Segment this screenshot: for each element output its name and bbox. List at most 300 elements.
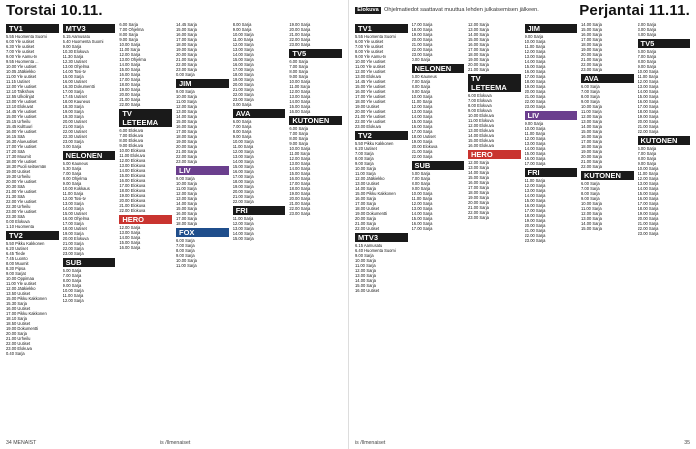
program-listing: 19.00 Sarja bbox=[62, 231, 84, 236]
program-listing: 22.00 Sarja bbox=[581, 164, 602, 169]
channel-header: SUB bbox=[63, 258, 116, 267]
program-listing: 20.00 Sarja bbox=[176, 144, 197, 149]
channel-header: MTV3 bbox=[63, 24, 116, 33]
program-listing: 11.00 Sarja bbox=[411, 99, 433, 104]
program-listing: 10.00 Sarja bbox=[355, 166, 376, 171]
program-listing: 19.00 Sarja bbox=[581, 149, 602, 154]
program-listing: 20.00 Elokuva bbox=[411, 144, 438, 149]
program-listing: 9.00 Sarja bbox=[524, 121, 544, 126]
program-listing: 13.00 Uutiset bbox=[355, 181, 380, 186]
program-listing: 21.00 Sarja bbox=[289, 32, 311, 37]
program-listing: 12.55 Ulkolinjat bbox=[6, 94, 34, 99]
program-listing: 22.00 Sarja bbox=[176, 154, 197, 159]
program-listing: 21.00 Sarja bbox=[232, 87, 254, 92]
program-listing: 6.40 Huomenta Suomi bbox=[355, 248, 396, 253]
program-listing: 10.00 Sarja bbox=[176, 181, 197, 186]
program-listing: 15.00 Sarja bbox=[289, 104, 311, 109]
program-listing: 13.00 Yle uutiset bbox=[6, 99, 37, 104]
program-listing: 15.00 Elokuva bbox=[119, 173, 146, 178]
program-listing: 14.00 Elokuva bbox=[468, 133, 494, 138]
program-listing: 10.00 Yle uutiset bbox=[6, 64, 37, 69]
program-listing: 22.30 Urheilu bbox=[6, 204, 31, 209]
program-listing: 12.10 Talkshow bbox=[6, 89, 35, 94]
program-listing: 9.55 Huomenta ... bbox=[6, 59, 39, 64]
schedule-column bbox=[466, 22, 523, 435]
program-listing: 19.00 Dokumentti bbox=[355, 211, 388, 216]
program-listing: 13.10 Elokuvat bbox=[6, 104, 34, 109]
program-listing: 15.00 Pikku Kakkonen bbox=[6, 296, 47, 301]
program-listing: 13.00 Sarja bbox=[232, 47, 254, 52]
program-listing: 22.00 Uutiset bbox=[62, 129, 87, 134]
program-listing: 19.00 Sarja bbox=[119, 87, 141, 92]
program-listing: 22.00 Sarja bbox=[411, 47, 433, 52]
channel-header: FRI bbox=[525, 168, 578, 177]
program-listing: 16.00 Sarja bbox=[176, 211, 197, 216]
program-listing: 9.00 Sarja bbox=[289, 74, 309, 79]
program-listing: 5.50 Pikku Kakkonen bbox=[6, 241, 45, 246]
program-listing: 7.00 Yle uutiset bbox=[6, 49, 35, 54]
program-listing: 13.00 Sarja bbox=[176, 196, 197, 201]
program-listing: 18.30 Sarja bbox=[62, 104, 84, 109]
program-listing: 17.00 Sarja bbox=[524, 74, 546, 79]
program-listing: 12.00 Sarja bbox=[637, 79, 659, 84]
program-listing: 11.00 Sarja bbox=[581, 109, 602, 114]
channel-header: AVA bbox=[233, 109, 286, 118]
program-listing: 8.00 Sarja bbox=[581, 191, 600, 196]
program-listing: 18.00 Sarja bbox=[176, 134, 197, 139]
program-listing: 14.00 Elokuva bbox=[119, 168, 146, 173]
program-listing: 16.00 Sarja bbox=[637, 196, 659, 201]
program-listing: 11.00 Sarja bbox=[62, 293, 84, 298]
program-listing: 15.00 Sarja bbox=[411, 119, 433, 124]
program-listing: 16.00 Sarja bbox=[176, 32, 197, 37]
program-listing: 15.45 Kulttuuri bbox=[6, 124, 33, 129]
program-listing: 13.00 Sarja bbox=[468, 27, 489, 32]
program-listing: 6.00 Elokuva bbox=[119, 128, 144, 133]
program-listing: 13.00 Sarja bbox=[468, 165, 489, 170]
program-listing: 6.00 Kauneus bbox=[411, 74, 437, 79]
program-listing: 20.00 Yle uutiset bbox=[6, 179, 37, 184]
program-listing: 9.00 Yle Aamu-tv bbox=[355, 54, 387, 59]
program-listing: 16.00 Sarja bbox=[411, 221, 433, 226]
program-listing: 18.00 Sarja bbox=[524, 213, 546, 218]
program-listing: 6.30 Sarja bbox=[62, 166, 82, 171]
program-listing: 17.00 Sarja bbox=[289, 181, 311, 186]
program-listing: 22.00 Sarja bbox=[581, 62, 602, 67]
program-listing: 11.00 Sarja bbox=[232, 216, 254, 221]
program-listing: 21.00 Sarja bbox=[62, 124, 84, 129]
program-listing: 20.00 Elokuva bbox=[62, 236, 89, 241]
program-listing: 6.00 Yle uutiset bbox=[355, 39, 384, 44]
program-listing: 10.00 Sarja bbox=[411, 191, 433, 196]
program-listing: 22.00 Sarja bbox=[62, 246, 84, 251]
program-listing: 9.00 Sarja bbox=[232, 134, 252, 139]
program-listing: 14.00 Sarja bbox=[468, 32, 489, 37]
program-listing: 18.00 Yle uutiset bbox=[6, 159, 37, 164]
program-listing: 9.00 Sarja bbox=[62, 181, 82, 186]
channel-header: FOX bbox=[176, 228, 229, 237]
program-listing: 15.00 Sarja bbox=[232, 164, 254, 169]
program-listing: 16.00 Sarja bbox=[524, 156, 546, 161]
program-listing: 21.00 Sarja bbox=[468, 205, 489, 210]
schedule-column bbox=[579, 22, 636, 435]
program-listing: 22.00 Sarja bbox=[119, 102, 141, 107]
program-listing: 18.00 Sarja bbox=[176, 42, 197, 47]
program-listing: 14.00 Sarja bbox=[232, 231, 254, 236]
program-listing: 6.00 Sarja bbox=[411, 171, 431, 176]
program-listing: 17.00 Sarja bbox=[524, 208, 546, 213]
program-listing: 19.00 Sarja bbox=[468, 195, 489, 200]
program-listing: 17.00 Sarja bbox=[176, 37, 197, 42]
program-listing: 11.15 Uutiset bbox=[6, 79, 30, 84]
program-listing: 17.00 Sarja bbox=[468, 185, 489, 190]
program-listing: 15.00 Sarja bbox=[581, 226, 602, 231]
program-listing: 20.00 Sarja bbox=[176, 52, 197, 57]
program-listing: 16.00 Yle uutiset bbox=[355, 89, 386, 94]
legend-text: Ohjelmatiedot saattavat muuttua lehden julkaisemisen jälkeen. bbox=[384, 7, 539, 13]
program-listing: 17.00 Yle uutiset bbox=[6, 144, 37, 149]
program-listing: 23.00 Sarja bbox=[176, 67, 197, 72]
program-listing: 15.00 Sarja bbox=[176, 119, 197, 124]
program-listing: 16.00 Sarja bbox=[176, 124, 197, 129]
program-listing: 16.30 Alueuutiset bbox=[6, 139, 38, 144]
program-listing: 16.00 Sarja bbox=[119, 72, 141, 77]
program-listing: 15.00 Sarja bbox=[637, 94, 659, 99]
program-listing: 19.00 Sarja bbox=[581, 47, 602, 52]
program-listing: 13.00 Sarja bbox=[289, 161, 311, 166]
schedule-column bbox=[636, 22, 693, 435]
program-listing: 16.15 Sää bbox=[6, 134, 25, 139]
program-listing: 17.00 Sarja bbox=[119, 77, 141, 82]
program-listing: 16.00 Yle uutiset bbox=[6, 129, 37, 134]
program-listing: 23.00 Sarja bbox=[62, 251, 84, 256]
program-listing: 10.00 Sarja bbox=[581, 201, 602, 206]
program-listing: 21.00 Sarja bbox=[176, 149, 197, 154]
program-listing: 18.00 Sarja bbox=[289, 186, 311, 191]
program-listing: 7.00 Yle uutiset bbox=[355, 44, 384, 49]
channel-header: TV5 bbox=[638, 39, 691, 48]
schedule-column bbox=[4, 22, 61, 435]
program-listing: 9.00 Sarja bbox=[289, 141, 309, 146]
program-listing: 7.00 Sarja bbox=[411, 176, 431, 181]
program-listing: 15.00 Sarja bbox=[119, 240, 141, 245]
program-listing: 13.00 Sarja bbox=[524, 141, 546, 146]
program-listing: 10.00 Elokuva bbox=[119, 148, 146, 153]
program-listing: 15.00 Yle uutiset bbox=[355, 84, 386, 89]
channel-header: TV5 bbox=[289, 49, 342, 58]
program-listing: 12.00 Sarja bbox=[232, 149, 254, 154]
program-listing: 7.00 Sarja bbox=[62, 273, 82, 278]
program-listing: 5.50 Pikku Kakkonen bbox=[355, 141, 394, 146]
program-listing: 7.00 Elokuva bbox=[119, 133, 144, 138]
program-listing: 15.00 Sarja bbox=[232, 57, 254, 62]
program-listing: 19.00 Sarja bbox=[62, 109, 84, 114]
program-listing: 22.00 Sarja bbox=[176, 62, 197, 67]
program-listing: 0.00 Sarja bbox=[62, 144, 82, 149]
program-listing: 10.00 Sarja bbox=[524, 39, 546, 44]
program-listing: 14.45 Yle uutiset bbox=[6, 109, 37, 114]
program-listing: 11.00 Sarja bbox=[355, 171, 376, 176]
program-listing: 12.00 Sarja bbox=[524, 49, 546, 54]
program-listing: 15.00 Sarja bbox=[119, 67, 141, 72]
program-listing: 21.30 Sää bbox=[6, 194, 25, 199]
program-listing: 23.00 Sarja bbox=[411, 52, 433, 57]
program-listing: 17.00 Sarja bbox=[411, 22, 433, 27]
program-listing: 7.00 Ohjelma bbox=[119, 27, 144, 32]
program-listing: 16.00 Ohjelma bbox=[62, 216, 90, 221]
program-listing: 19.00 Sarja bbox=[232, 77, 254, 82]
program-listing: 8.00 Sarja bbox=[637, 59, 657, 64]
program-listing: 17.00 Yle uutiset bbox=[355, 94, 386, 99]
program-listing: 14.00 Sarja bbox=[176, 114, 197, 119]
program-listing: 10.30 Elokuva bbox=[62, 49, 89, 54]
program-listing: 13.00 Sarja bbox=[637, 181, 659, 186]
program-listing: 0.00 Sarja bbox=[176, 72, 195, 77]
schedule-column bbox=[287, 22, 344, 435]
channel-header: KUTONEN bbox=[289, 116, 342, 125]
program-listing: 22.00 Sarja bbox=[524, 233, 546, 238]
program-listing: 6.00 Yle uutiset bbox=[6, 39, 35, 44]
program-listing: 11.00 Elokuva bbox=[468, 118, 494, 123]
program-listing: 0.00 Sarja bbox=[232, 102, 252, 107]
program-listing: 8.00 Elokuva bbox=[468, 103, 492, 108]
program-listing: 10.00 Sarja bbox=[119, 42, 141, 47]
program-listing: 11.00 Sarja bbox=[637, 74, 659, 79]
program-listing: 12.00 Sarja bbox=[289, 89, 311, 94]
program-listing: 14.00 Tosi-tv bbox=[62, 69, 86, 74]
program-listing: 18.00 Sarja bbox=[468, 52, 489, 57]
program-listing: 7.00 Sarja bbox=[581, 186, 600, 191]
program-listing: 8.00 Sarja bbox=[411, 84, 431, 89]
program-listing: 9.00 Elokuva bbox=[119, 143, 144, 148]
program-listing: 21.00 Sarja bbox=[581, 57, 602, 62]
channel-header: HERO bbox=[119, 215, 172, 224]
program-listing: 8.00 Sarja bbox=[355, 156, 374, 161]
program-listing: 8.00 Yle uutiset bbox=[355, 49, 384, 54]
program-listing: 10.00 Sarja bbox=[176, 258, 197, 263]
program-listing: 15.00 Sarja bbox=[468, 37, 489, 42]
program-listing: 13.50 Uutiset bbox=[6, 291, 31, 296]
program-listing: 9.00 Sarja bbox=[62, 283, 82, 288]
program-listing: 8.00 Sarja bbox=[232, 129, 252, 134]
program-listing: 9.00 Elokuva bbox=[468, 108, 492, 113]
program-listing: 16.00 Sarja bbox=[289, 109, 311, 114]
program-listing: 23.00 Sarja bbox=[62, 139, 84, 144]
program-listing: 20.00 Uutiset bbox=[62, 119, 87, 124]
schedule-columns bbox=[4, 22, 344, 435]
program-listing: 15.00 Sarja bbox=[524, 151, 546, 156]
program-listing: 8.00 Sarja bbox=[411, 181, 431, 186]
program-listing: 6.00 Sarja bbox=[232, 119, 252, 124]
program-listing: 6.20 Uutiset bbox=[355, 146, 377, 151]
program-listing: 10.00 Sarja bbox=[232, 139, 254, 144]
program-listing: 14.00 Sarja bbox=[119, 62, 141, 67]
program-listing: 19.00 Elokuva bbox=[119, 193, 146, 198]
program-listing: 22.00 Sarja bbox=[289, 206, 311, 211]
program-listing: 22.00 Sarja bbox=[637, 129, 659, 134]
program-listing: 21.00 Sarja bbox=[289, 201, 311, 206]
program-listing: 20.00 Sarja bbox=[524, 223, 546, 228]
program-listing: 7.00 Sarja bbox=[289, 64, 309, 69]
program-listing: 13.00 Sarja bbox=[355, 273, 376, 278]
program-listing: 18.00 Elokuva bbox=[119, 188, 146, 193]
channel-header: HERO bbox=[468, 150, 521, 159]
program-listing: 19.00 Sarja bbox=[289, 22, 311, 27]
publication-name: MENAIST bbox=[13, 440, 37, 446]
program-listing: 13.00 Sarja bbox=[524, 54, 546, 59]
program-listing: 6.45 Tiede bbox=[6, 251, 26, 256]
program-listing: 11.00 Sarja bbox=[637, 171, 659, 176]
program-listing: 23.00 Sarja bbox=[524, 104, 546, 109]
program-listing: 15.00 Sarja bbox=[176, 27, 197, 32]
program-listing: 20.00 Sarja bbox=[468, 200, 489, 205]
program-listing: 15.00 Elokuva bbox=[468, 138, 494, 143]
legend bbox=[355, 7, 539, 14]
program-listing: 10.00 Sarja bbox=[637, 166, 659, 171]
program-listing: 15.00 Sarja bbox=[581, 27, 602, 32]
program-listing: 22.00 Sarja bbox=[524, 99, 546, 104]
program-listing: 5.55 Huomenta Suomi bbox=[355, 34, 396, 39]
program-listing: 12.00 Jääkiekko bbox=[6, 286, 36, 291]
program-listing: 10.00 Sarja bbox=[176, 94, 197, 99]
program-listing: 9.00 Sarja bbox=[176, 253, 195, 258]
program-listing: 21.00 Sarja bbox=[232, 194, 254, 199]
program-listing: 6.00 Sarja bbox=[119, 22, 139, 27]
program-listing: 12.00 Elokuva bbox=[468, 123, 494, 128]
channel-header: FRI bbox=[233, 206, 286, 215]
program-listing: 12.00 Sarja bbox=[637, 176, 659, 181]
program-listing: 14.00 Sarja bbox=[637, 89, 659, 94]
program-listing: 23.00 Sarja bbox=[289, 42, 311, 47]
program-listing: 19.00 Dokumentti bbox=[6, 326, 39, 331]
schedule-column bbox=[353, 22, 410, 435]
program-listing: 19.30 Sarja bbox=[62, 114, 84, 119]
channel-header: LIV bbox=[525, 111, 578, 120]
program-listing: 19.30 Urheilu bbox=[6, 174, 31, 179]
program-listing: 11.00 Yle uutiset bbox=[6, 74, 37, 79]
program-listing: 18.00 Sarja bbox=[581, 42, 602, 47]
program-listing: 10.00 Kokkaus bbox=[62, 186, 90, 191]
program-listing: 17.00 Sarja bbox=[411, 129, 433, 134]
program-listing: 7.00 Sarja bbox=[62, 171, 82, 176]
program-listing: 16.00 Sarja bbox=[355, 196, 376, 201]
program-listing: 12.30 Uutiset bbox=[62, 59, 87, 64]
program-listing: 7.00 Sarja bbox=[176, 243, 195, 248]
program-listing: 8.00 Elokuva bbox=[119, 138, 144, 143]
program-listing: 22.00 Sarja bbox=[232, 92, 254, 97]
program-listing: 14.00 Sarja bbox=[232, 52, 254, 57]
program-listing: 14.00 Sarja bbox=[468, 170, 489, 175]
program-listing: 12.00 Sarja bbox=[232, 42, 254, 47]
program-listing: 10.00 Sarja bbox=[411, 94, 433, 99]
program-listing: 11.00 Sarja bbox=[289, 84, 310, 89]
program-listing: 20.00 Sarja bbox=[581, 52, 602, 57]
program-listing: 19.00 Uutiset bbox=[6, 169, 31, 174]
program-listing: 13.00 Sarja bbox=[176, 109, 197, 114]
program-listing: 12.00 Sarja bbox=[524, 136, 546, 141]
program-listing: 22.00 Sarja bbox=[468, 210, 489, 215]
channel-header: MTV3 bbox=[355, 233, 408, 242]
program-listing: 6.00 Elokuva bbox=[468, 93, 492, 98]
program-listing: 18.00 Sarja bbox=[411, 27, 433, 32]
program-listing: 17.00 Sarja bbox=[637, 104, 659, 109]
channel-header: JIM bbox=[525, 24, 578, 33]
program-listing: 14.00 Sarja bbox=[581, 22, 602, 27]
program-listing: 10.00 Sarja bbox=[524, 126, 546, 131]
program-listing: 8.00 Sarja bbox=[119, 32, 139, 37]
program-listing: 21.00 Sarja bbox=[524, 228, 546, 233]
program-listing: 18.10 Sarja bbox=[6, 316, 27, 321]
program-listing: 20.00 Sarja bbox=[411, 37, 433, 42]
program-listing: 21.00 Urheilu bbox=[6, 336, 31, 341]
program-listing: 11.00 Yle uutiset bbox=[6, 281, 37, 286]
program-listing: 9.00 Sarja bbox=[232, 27, 252, 32]
program-listing: 16.00 Sarja bbox=[524, 203, 546, 208]
program-listing: 8.30 Pipsa bbox=[6, 266, 26, 271]
program-listing: 5.55 Huomenta Suomi bbox=[6, 34, 47, 39]
program-listing: 14.00 Sarja bbox=[62, 206, 84, 211]
program-listing: 17.00 Sarja bbox=[637, 201, 659, 206]
program-listing: 14.00 Sarja bbox=[289, 166, 311, 171]
program-listing: 13.00 Ohjelma bbox=[62, 64, 90, 69]
program-listing: 14.00 Sarja bbox=[581, 221, 602, 226]
program-listing: 11.00 Sarja bbox=[355, 263, 376, 268]
program-listing: 14.00 Sarja bbox=[355, 278, 376, 283]
program-listing: 12.00 Sarja bbox=[411, 104, 433, 109]
program-listing: 11.00 Sarja bbox=[524, 178, 546, 183]
program-listing: 18.50 Uutiset bbox=[6, 321, 31, 326]
program-listing: 21.00 Sarja bbox=[62, 241, 84, 246]
program-listing: 15.00 Sarja bbox=[468, 175, 489, 180]
schedule-column bbox=[410, 22, 467, 435]
program-listing: 20.00 Sarja bbox=[637, 216, 659, 221]
program-listing: 15.30 Sarja bbox=[6, 301, 27, 306]
channel-header: SUB bbox=[412, 161, 465, 170]
program-listing: 13.00 Sarja bbox=[289, 94, 311, 99]
program-listing: 15.00 Pikku Kakkonen bbox=[355, 191, 396, 196]
program-listing: 21.00 Sarja bbox=[411, 42, 433, 47]
channel-header: JIM bbox=[176, 79, 229, 88]
program-listing: 9.00 Sarja bbox=[355, 161, 374, 166]
program-listing: 3.00 Sarja bbox=[637, 27, 657, 32]
program-listing: 17.00 Elokuva bbox=[119, 183, 146, 188]
program-listing: 7.00 Sarja bbox=[581, 89, 600, 94]
program-listing: 21.00 Sarja bbox=[176, 57, 197, 62]
program-listing: 12.00 Sarja bbox=[411, 201, 433, 206]
program-listing: 20.30 Sää bbox=[6, 184, 25, 189]
program-listing: 10.05 Jääkiekko bbox=[6, 69, 36, 74]
program-listing: 22.00 Sarja bbox=[637, 226, 659, 231]
program-listing: 16.00 Uutiset bbox=[62, 79, 87, 84]
program-listing: 23.00 Sarja bbox=[524, 238, 546, 243]
program-listing: 20.00 Sarja bbox=[6, 331, 27, 336]
program-listing: 17.00 Sarja bbox=[176, 129, 197, 134]
program-listing: 14.00 Sarja bbox=[176, 201, 197, 206]
program-listing: 23.00 Sarja bbox=[232, 97, 254, 102]
program-listing: 2.00 Sarja bbox=[637, 22, 657, 27]
program-listing: 7.00 Sarja bbox=[637, 151, 657, 156]
program-listing: 12.00 Sarja bbox=[289, 156, 311, 161]
program-listing: 16.00 Uutiset bbox=[355, 288, 380, 293]
program-listing: 17.00 Sarja bbox=[62, 221, 84, 226]
program-listing: 12.00 Elokuva bbox=[119, 158, 146, 163]
channel-header: TV1 bbox=[355, 24, 408, 33]
program-listing: 20.00 Sarja bbox=[289, 27, 311, 32]
program-listing: 9.00 Sarja bbox=[355, 253, 374, 258]
program-listing: 12.00 Tosi-tv bbox=[62, 196, 86, 201]
program-listing: 17.00 Pikku Kakkonen bbox=[6, 311, 47, 316]
program-listing: 13.00 Sarja bbox=[581, 216, 602, 221]
